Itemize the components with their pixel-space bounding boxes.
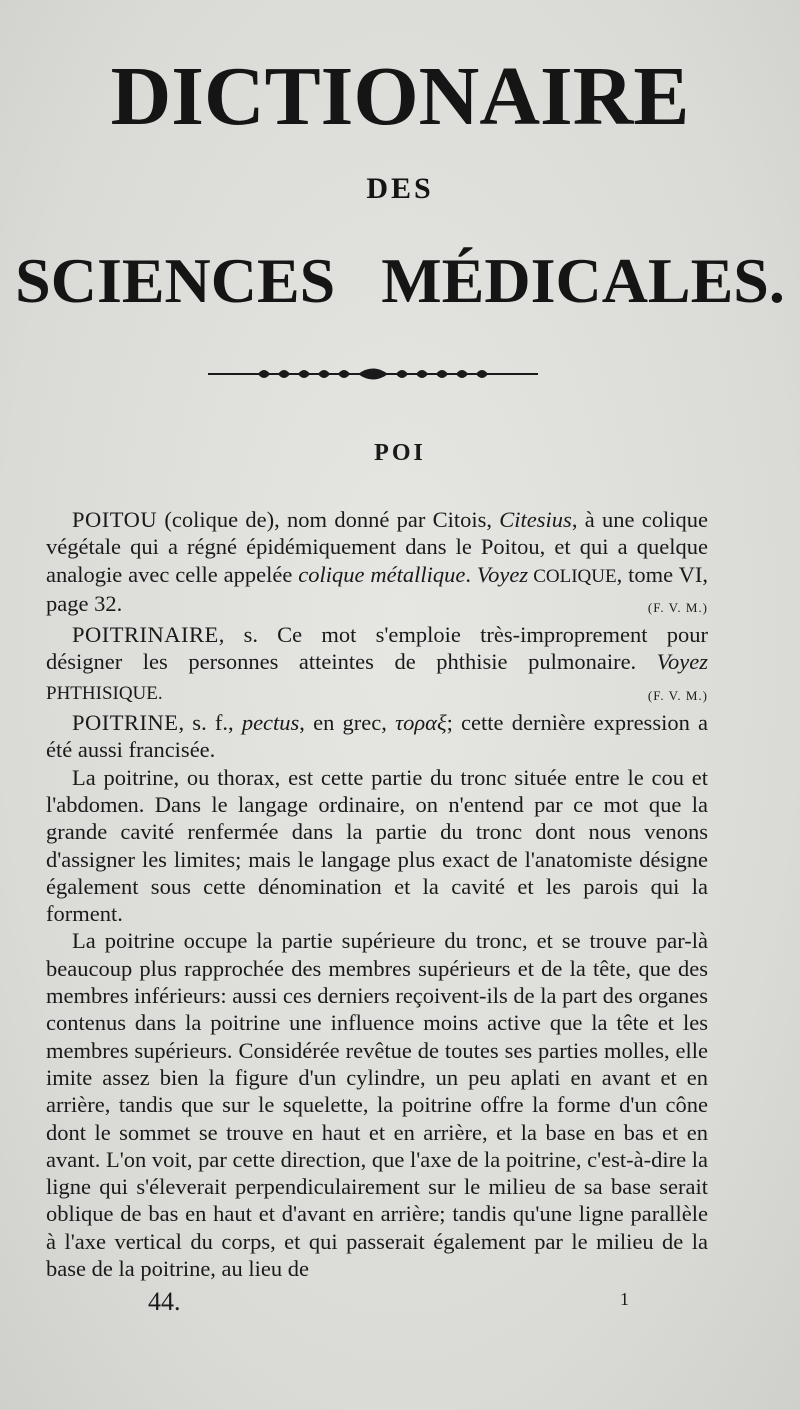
cross-reference-label: Voyez (656, 649, 708, 675)
entry-text: , s. Ce mot s'emploie très-improprement pour désigner les personnes atteintes de phthisie pulmonaire. (46, 622, 708, 675)
italic-term: colique métallique (298, 561, 466, 587)
paragraph: La poitrine, ou thorax, est cette partie du tronc située entre le cou et l'abdomen. Dans le langage ordinaire, on n'entend par ce mot que la grande cavité renfermée dans la partie du tronc dont nous venons d'assigner les limites; mais le langage plus exact de l'anatomiste désigne également sous cette dénomination et la cavité et les parois qui la forment. (46, 764, 708, 927)
article-body (46, 506, 708, 1282)
entry-text: ; cette dernière expression a été aussi francisée. (46, 710, 708, 763)
paragraph: La poitrine occupe la partie supérieure du tronc, et se trouve par-là beaucoup plus rapprochée des membres supérieurs et de la tête, que des membres inférieurs: aussi ces derniers reçoivent-ils de la part des organes contenus dans la poitrine une influence moins active que la tête et les membres supérieurs. Considérée revêtue de toutes ses parties molles, elle imite assez bien la figure d'un cylindre, un peu aplati en avant et en arrière, tandis que sur le squelette, la poitrine offre la forme d'un cône dont le sommet se trouve en haut et en arrière, et la base en bas et en avant. L'on voit, par cette direction, que l'axe de la poitrine, c'est-à-dire la ligne qui s'éleverait perpendiculairement sur le milieu de sa base serait oblique de bas en haut et d'avant en arrière; tandis qu'une ligne parallèle à l'axe vertical du corps, et qui passerait également par le milieu de la base de la poitrine, au lieu de (46, 928, 708, 1282)
entry-text: . (465, 561, 477, 587)
cross-reference: PHTHISIQUE. (46, 682, 163, 704)
entry-text: (colique de), nom donné par Citois, (157, 507, 500, 532)
entry-poitou (46, 506, 708, 621)
entry-text: , tome VI, page 32. (46, 561, 708, 616)
entry-text: , en grec, (299, 710, 396, 736)
cross-reference-label: Voyez (476, 561, 529, 587)
entry-poitrinaire (46, 621, 708, 709)
section-heading: POI (374, 440, 426, 466)
greek-term: τοραξ (395, 710, 447, 736)
page-subtitle: SCIENCES MÉDICALES. (15, 245, 785, 316)
latin-term: Citesius (499, 507, 572, 532)
entry-lemma: POITOU (72, 507, 158, 532)
page-title: DICTIONAIRE (110, 50, 690, 143)
entry-text: , s. f., (178, 710, 242, 736)
entry-lemma: POITRINAIRE (72, 622, 219, 648)
cross-reference: COLIQUE (528, 565, 617, 587)
author-signature: (F. V. M.) (647, 599, 708, 615)
latin-term: pectus (241, 710, 300, 736)
entry-text: , à une colique végétale qui a régné épidémiquement dans le Poitou, et qui a quelque analogie avec celle appelée (46, 507, 708, 587)
entry-lemma: POITRINE (72, 710, 179, 736)
author-signature: (F. V. M.) (647, 687, 708, 703)
entry-poitrine (46, 709, 708, 764)
ornament-divider (208, 362, 538, 386)
title-connector: DES (366, 172, 434, 205)
signature-mark: 44. (148, 1287, 181, 1316)
footer-mark: 1 (620, 1289, 629, 1309)
